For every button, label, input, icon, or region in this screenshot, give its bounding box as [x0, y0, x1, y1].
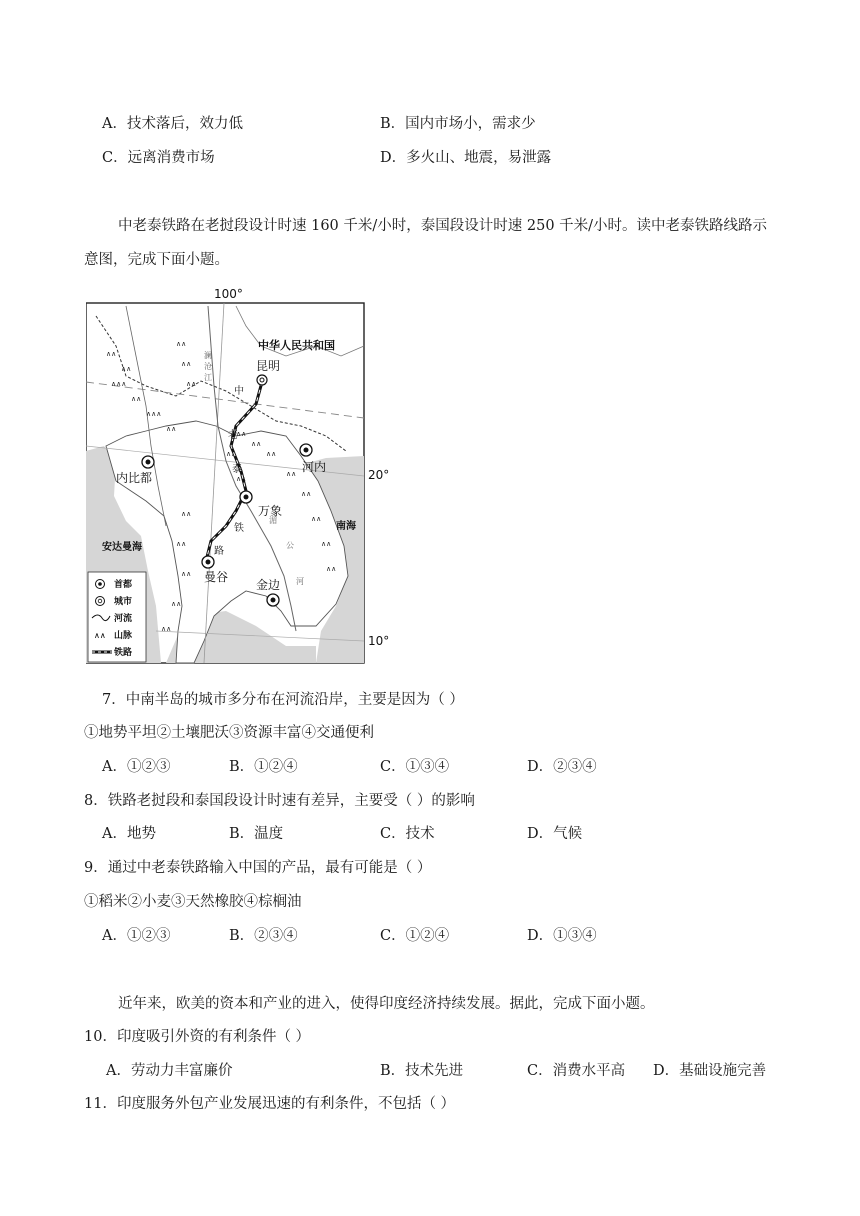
svg-text:∧∧: ∧∧	[226, 450, 237, 458]
q9-stem: 9．通过中老泰铁路输入中国的产品，最有可能是（ ）	[84, 860, 432, 876]
bangkok-label: 曼谷	[204, 570, 229, 584]
kunming-city-symbol	[257, 375, 267, 385]
river-mekong-2: 公	[286, 541, 294, 550]
q8-option-d: D．气候	[527, 826, 583, 842]
q10-option-b: B．技术先进	[380, 1063, 464, 1079]
legend-city-symbol	[96, 597, 105, 606]
svg-text:∧∧: ∧∧	[166, 425, 177, 433]
legend-river-label: 河流	[114, 614, 133, 624]
river-mekong-3: 河	[296, 577, 304, 586]
svg-text:∧∧: ∧∧	[181, 510, 192, 518]
svg-text:∧∧∧: ∧∧∧	[146, 410, 162, 418]
q7-sub: ①地势平坦②土壤肥沃③资源丰富④交通便利	[84, 725, 374, 741]
q8-option-c: C．技术	[380, 826, 435, 842]
q9-sub: ①稻米②小麦③天然橡胶④棕榈油	[84, 894, 302, 910]
railway-char-tie: 铁	[234, 523, 244, 534]
svg-text:∧∧: ∧∧	[176, 340, 187, 348]
river-lancang-1: 澜	[204, 351, 212, 360]
q10-option-a: A．劳动力丰富廉价	[106, 1063, 233, 1079]
river-mekong-1: 湄	[269, 516, 277, 525]
railway-char-tai: 泰	[232, 464, 242, 475]
svg-text:∧∧: ∧∧	[311, 515, 322, 523]
q8-option-b: B．温度	[229, 826, 284, 842]
q11-stem: 11．印度服务外包产业发展迅速的有利条件，不包括（ ）	[84, 1096, 456, 1112]
svg-text:∧∧: ∧∧	[251, 440, 262, 448]
svg-text:∧∧: ∧∧	[171, 600, 182, 608]
svg-text:∧∧: ∧∧	[286, 470, 297, 478]
south-sea-label: 南海	[336, 521, 356, 532]
hanoi-label: 河内	[302, 460, 327, 474]
q6-option-c: C．远离消费市场	[102, 150, 215, 166]
railway-char-zhong: 中	[234, 386, 244, 397]
map-legend	[88, 572, 146, 662]
legend-mountain-label: 山脉	[114, 631, 133, 641]
svg-text:∧∧: ∧∧	[176, 540, 187, 548]
q7-option-c: C．①③④	[380, 759, 450, 775]
lat-10-label: 10°	[368, 634, 390, 648]
q9-option-c: C．①②④	[380, 928, 450, 944]
svg-text:∧∧: ∧∧	[161, 625, 172, 633]
q9-option-d: D．①③④	[527, 928, 597, 944]
svg-text:∧∧: ∧∧	[321, 540, 332, 548]
lat-20-label: 20°	[368, 468, 390, 482]
svg-text:∧∧: ∧∧	[121, 365, 132, 373]
railway-char-lu: 路	[214, 546, 224, 557]
andaman-sea-label: 安达曼海	[102, 542, 142, 553]
svg-text:∧∧: ∧∧	[236, 475, 247, 483]
railway-map	[86, 286, 396, 666]
legend-railway-label: 铁路	[114, 648, 133, 658]
svg-text:∧∧: ∧∧	[236, 430, 247, 438]
intro1-line2: 意图，完成下面小题。	[84, 252, 229, 268]
china-label: 中华人民共和国	[258, 339, 335, 352]
railway-map-svg	[86, 286, 396, 666]
q6-option-a: A．技术落后，效力低	[102, 116, 243, 132]
svg-text:∧∧: ∧∧	[301, 490, 312, 498]
q6-option-d: D．多火山、地震，易泄露	[380, 150, 552, 166]
lon-100-label: 100°	[214, 287, 243, 301]
legend-mountain-symbol: ∧∧	[94, 631, 106, 640]
q8-stem: 8．铁路老挝段和泰国段设计时速有差异，主要受（ ）的影响	[84, 793, 475, 809]
river-lancang-3: 江	[204, 373, 212, 382]
q8-option-a: A．地势	[102, 826, 156, 842]
q7-option-d: D．②③④	[527, 759, 597, 775]
q7-option-b: B．①②④	[229, 759, 298, 775]
legend-city-label: 城市	[114, 597, 133, 607]
svg-text:∧∧: ∧∧	[266, 450, 277, 458]
svg-text:∧∧: ∧∧	[106, 350, 117, 358]
intro1-line1: 中老泰铁路在老挝段设计时速 160 千米/小时，泰国段设计时速 250 千米/小时。读中老泰铁路线路示	[118, 218, 768, 234]
q10-option-c: C．消费水平高	[527, 1063, 626, 1079]
q9-option-b: B．②③④	[229, 928, 298, 944]
intro2: 近年来，欧美的资本和产业的进入，使得印度经济持续发展。据此，完成下面小题。	[118, 996, 655, 1012]
svg-text:∧∧: ∧∧	[131, 395, 142, 403]
naypyidaw-label: 内比都	[116, 471, 153, 485]
phnompenh-label: 金边	[256, 578, 281, 592]
svg-text:∧∧: ∧∧	[181, 360, 192, 368]
svg-text:∧∧: ∧∧	[326, 565, 337, 573]
kunming-label: 昆明	[256, 359, 281, 373]
river-lancang-2: 沧	[204, 362, 212, 371]
q9-option-a: A．①②③	[102, 928, 171, 944]
railway-char-lao: 老	[228, 430, 238, 441]
svg-text:∧∧∧: ∧∧∧	[111, 380, 127, 388]
q7-option-a: A．①②③	[102, 759, 171, 775]
q10-option-d: D．基础设施完善	[653, 1063, 767, 1079]
legend-capital-label: 首都	[114, 580, 133, 590]
svg-text:∧∧: ∧∧	[186, 380, 197, 388]
vientiane-label: 万象	[258, 504, 283, 518]
q6-option-b: B．国内市场小，需求少	[380, 116, 536, 132]
q7-stem: 7．中南半岛的城市多分布在河流沿岸，主要是因为（ ）	[102, 692, 464, 708]
svg-text:∧∧: ∧∧	[181, 570, 192, 578]
q10-stem: 10．印度吸引外资的有利条件（ ）	[84, 1029, 311, 1045]
